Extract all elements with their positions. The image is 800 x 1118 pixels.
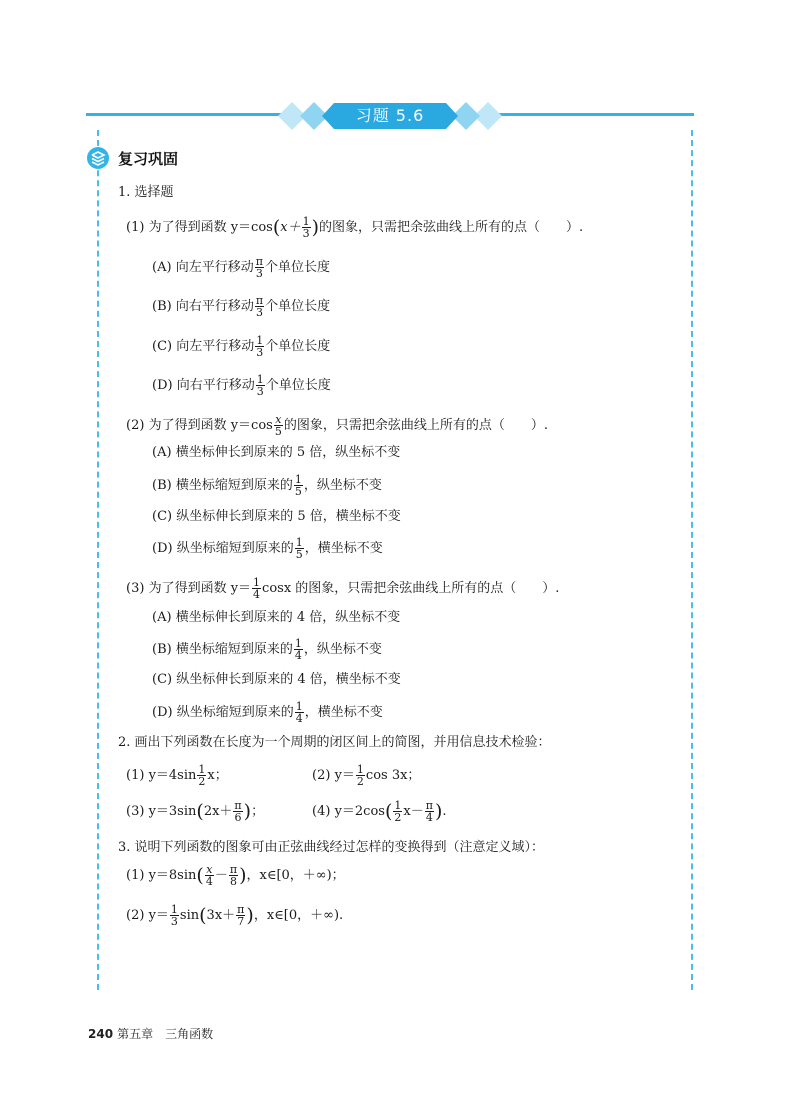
- q1-p2-option-c: (C) 纵坐标伸长到原来的 5 倍，横坐标不变: [152, 509, 401, 524]
- q1-p3-option-d: (D) 纵坐标缩短到原来的 $\frac{1}{4}$ ，横坐标不变: [152, 700, 383, 725]
- q1-p2-option-a: (A) 横坐标伸长到原来的 5 倍，纵坐标不变: [152, 445, 401, 460]
- q2-title: 2. 画出下列函数在长度为一个周期的闭区间上的简图，并用信息技术检验：: [118, 735, 551, 750]
- exercise-title: 习题 5.6: [355, 106, 425, 125]
- header-rule-right: [494, 113, 694, 116]
- q1-p1-stem: (1) 为了得到函数 y＝cos(x＋ $\frac{1}{3}$ )的图象，只需把余弦曲线上所有的点（ ）.: [126, 215, 584, 240]
- q1-p2-option-b: (B) 横坐标缩短到原来的 $\frac{1}{5}$ ，纵坐标不变: [152, 473, 382, 498]
- q1-p1-option-d: (D) 向右平行移动 $\frac{1}{3}$ 个单位长度: [152, 373, 331, 398]
- q1-p3-option-a: (A) 横坐标伸长到原来的 4 倍，纵坐标不变: [152, 610, 401, 625]
- q2-item-2: (2) y＝ $\frac{1}{2}$ cos 3x；: [312, 763, 421, 788]
- q1-p2-option-d: (D) 纵坐标缩短到原来的 $\frac{1}{5}$ ，横坐标不变: [152, 536, 383, 561]
- q1-p1-option-b: (B) 向右平行移动 $\frac{\pi}{3}$ 个单位长度: [152, 294, 331, 319]
- page-footer: [88, 1025, 213, 1042]
- q3-item-1: (1) y＝8sin( $\frac{x}{4}$ － $\frac{\pi}{8}$ )，x∈[0，＋∞)；: [126, 863, 345, 888]
- header-rule-left: [86, 113, 286, 116]
- q3-title: 3. 说明下列函数的图象可由正弦曲线经过怎样的变换得到（注意定义域）：: [118, 840, 545, 855]
- q1-p3-option-c: (C) 纵坐标伸长到原来的 4 倍，横坐标不变: [152, 672, 401, 687]
- q2-item-4: (4) y＝2cos( $\frac{1}{2}$ x－ $\frac{\pi}{4}$ ).: [312, 799, 447, 824]
- right-dashed-border: [691, 130, 693, 990]
- q1-p2-stem: (2) 为了得到函数 y＝cos $\frac{x}{5}$ 的图象，只需把余弦曲线上所有的点（ ）.: [126, 413, 548, 438]
- q2-item-3: (3) y＝3sin(2x＋ $\frac{\pi}{6}$ )；: [126, 799, 265, 824]
- q1-p3-stem: (3) 为了得到函数 y＝ $\frac{1}{4}$ cosx 的图象，只需把余弦曲线上所有的点（ ）.: [126, 576, 560, 601]
- section-title: 复习巩固: [118, 150, 179, 168]
- q2-item-1: (1) y＝4sin $\frac{1}{2}$ x；: [126, 763, 228, 788]
- chapter-label: 第五章 三角函数: [117, 1027, 214, 1041]
- q1-p1-option-a: (A) 向左平行移动 $\frac{\pi}{3}$ 个单位长度: [152, 255, 330, 280]
- q1-p1-option-c: (C) 向左平行移动 $\frac{1}{3}$ 个单位长度: [152, 334, 331, 359]
- stack-icon: [86, 146, 110, 170]
- left-dashed-border: [97, 130, 99, 990]
- q3-item-2: (2) y＝ $\frac{1}{3}$ sin(3x＋ $\frac{\pi}{7}$ )，x∈[0，＋∞).: [126, 903, 344, 928]
- page-number: 240: [88, 1027, 114, 1041]
- q1-title: 1. 选择题: [118, 185, 174, 200]
- q1-p3-option-b: (B) 横坐标缩短到原来的 $\frac{1}{4}$ ，纵坐标不变: [152, 637, 382, 662]
